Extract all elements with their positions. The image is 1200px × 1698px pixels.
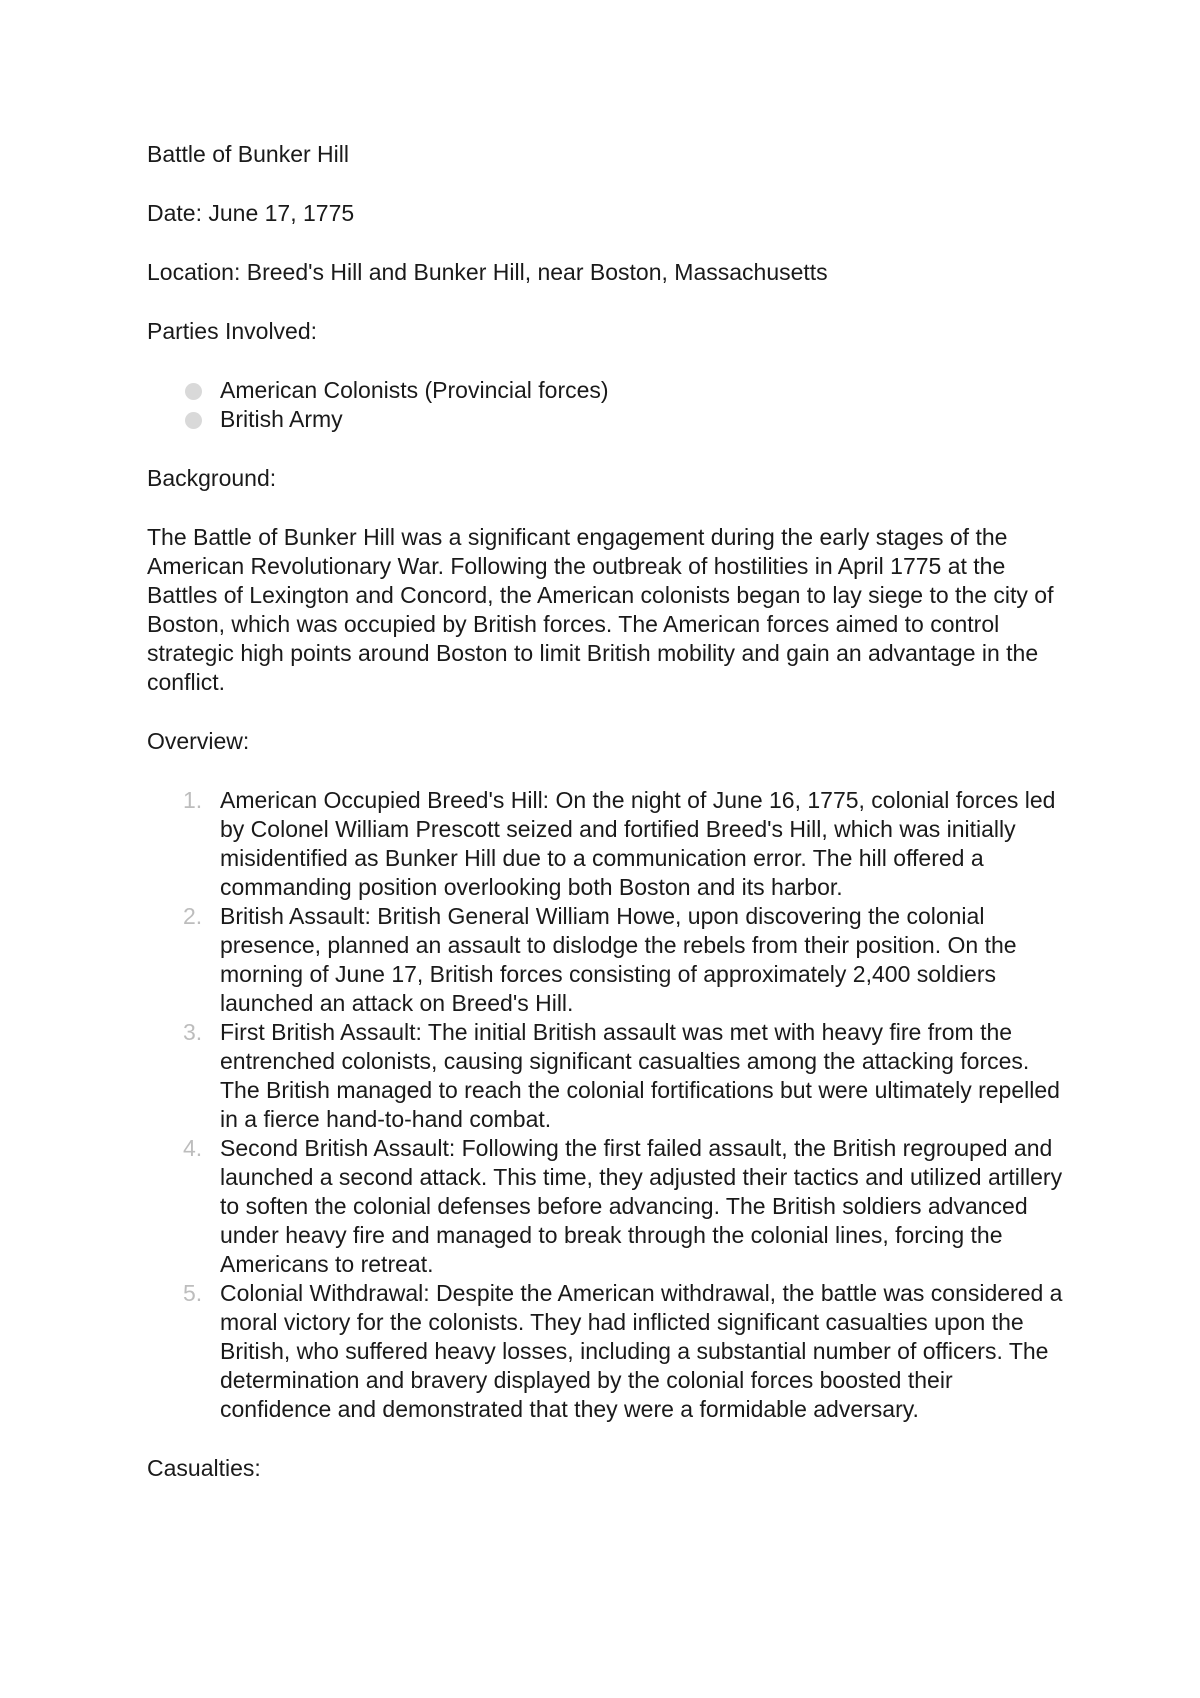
overview-list [147,786,1067,1424]
casualties-heading: Casualties: [147,1455,261,1481]
list-item [147,1279,1067,1424]
bullet-icon [185,383,202,400]
document-page [147,140,1067,1513]
list-item [147,1134,1067,1279]
list-number: 5. [183,1280,203,1306]
list-item [147,376,1067,405]
list-number: 3. [183,1019,203,1045]
document-title: Battle of Bunker Hill [147,141,349,167]
bullet-icon [185,412,202,429]
list-item [147,1018,1067,1134]
list-item [147,786,1067,902]
overview-item-text: Second British Assault: Following the first failed assault, the British regrouped and launched a second attack. This time, they adjusted their tactics and utilized artillery to soften the colonial defenses before advancing. The British soldiers advanced under heavy fire and managed to break through the colonial lines, forcing the Americans to retreat. [220,1135,1063,1277]
parties-heading: Parties Involved: [147,318,318,344]
overview-item-text: American Occupied Breed's Hill: On the night of June 16, 1775, colonial forces led by Colonel William Prescott seized and fortified Breed's Hill, which was initially misidentified as Bunker Hill due to a communication error. The hill offered a commanding position overlooking both Boston and its harbor. [220,787,1056,900]
parties-list [147,376,1067,434]
list-item [147,902,1067,1018]
list-number: 1. [183,787,203,813]
location-line: Location: Breed's Hill and Bunker Hill, near Boston, Massachusetts [147,259,828,285]
overview-item-text: First British Assault: The initial British assault was met with heavy fire from the entrenched colonists, causing significant casualties among the attacking forces. The British managed to reach the colonial fortifications but were ultimately repelled in a fierce hand-to-hand combat. [220,1019,1060,1132]
overview-item-text: British Assault: British General William Howe, upon discovering the colonial presence, planned an assault to dislodge the rebels from their position. On the morning of June 17, British forces consisting of approximately 2,400 soldiers launched an attack on Breed's Hill. [220,903,1017,1016]
overview-heading: Overview: [147,728,250,754]
background-paragraph: The Battle of Bunker Hill was a significant engagement during the early stages of the American Revolutionary War. Following the outbreak of hostilities in April 1775 at the Battles of Lexington and Concord, the American colonists began to lay siege to the city of Boston, which was occupied by British forces. The American forces aimed to control strategic high points around Boston to limit British mobility and gain an advantage in the conflict. [147,524,1054,695]
overview-item-text: Colonial Withdrawal: Despite the American withdrawal, the battle was considered a moral victory for the colonists. They had inflicted significant casualties upon the British, who suffered heavy losses, including a substantial number of officers. The determination and bravery displayed by the colonial forces boosted their confidence and demonstrated that they were a formidable adversary. [220,1280,1063,1422]
background-heading: Background: [147,465,277,491]
date-line: Date: June 17, 1775 [147,200,355,226]
list-item [147,405,1067,434]
party-label: British Army [220,406,343,432]
list-number: 2. [183,903,203,929]
party-label: American Colonists (Provincial forces) [220,377,609,403]
list-number: 4. [183,1135,203,1161]
